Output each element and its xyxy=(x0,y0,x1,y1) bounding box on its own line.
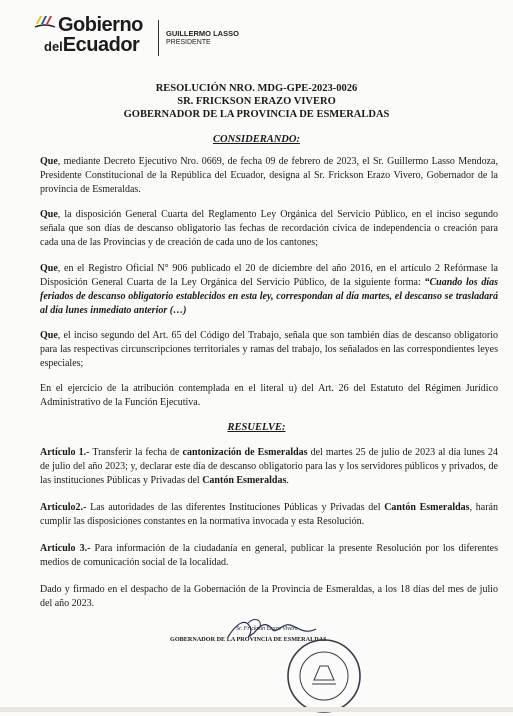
governor-role: GOBERNADOR DE LA PROVINCIA DE ESMERALDAS xyxy=(123,109,390,120)
paragraph-lead: Que xyxy=(40,263,58,274)
paragraph-que-2 xyxy=(40,208,498,250)
paragraph-que-4 xyxy=(40,329,498,371)
logo-text-del: del xyxy=(44,39,63,54)
paragraph-text: , la disposición General Cuarta del Reglamento Ley Orgánica del Servicio Público, en el inciso segundo señala que son días de descanso obligatorio las fechas de recordación cívica de independencia o creación para cada una de las Provincias y de creación de cada uno de los cantones; xyxy=(40,209,498,248)
article-text: Transferir la fecha de xyxy=(89,447,183,458)
signatory-name: Sr. Frickson Erazo Vivero xyxy=(236,626,298,632)
article-lead: Articulo 3.- xyxy=(40,543,91,554)
signatory-role: GOBERNADOR DE LA PROVINCIA DE ESMERALDAS xyxy=(170,636,327,643)
article-text: . xyxy=(286,475,289,486)
paragraph-text: , el inciso segundo del Art. 65 del Código del Trabajo, señala que son también días de descanso obligatorio para las respectivas circunscripciones territoriales y ramas del trabajo, los señalados en las correspondientes leyes especiales; xyxy=(40,330,498,369)
article-text: Para información de la ciudadanía en general, publicar la presente Resolución por los diferentes medios de comunicación social de la localidad. xyxy=(40,543,498,568)
president-name: GUILLERMO LASSO xyxy=(166,29,239,38)
paragraph-lead: Que xyxy=(40,209,58,220)
header-divider xyxy=(158,20,159,56)
president-title: PRESIDENTE xyxy=(166,39,211,46)
paragraph-text: , mediante Decreto Ejecutivo Nro. 0669, de fecha 09 de febrero de 2023, el Sr. Guillermo Lasso Mendoza, Presidente Constitucional de la República del Ecuador, designa al Sr. Frickson Erazo Vivero, Gobernador de la provincia de Esmeraldas. xyxy=(40,156,498,195)
article-bold: Cantón Esmeraldas xyxy=(384,502,470,513)
article-text: Las autoridades de las diferentes Instituciones Públicas y Privadas del xyxy=(86,502,385,513)
gobierno-logo-icon xyxy=(34,14,56,30)
article-text: , harán cumplir las disposiciones constantes en la normativa invocada y esta Resolución. xyxy=(40,502,498,527)
paragraph-text: , en el Registro Oficial N° 906 publicado el 20 de diciembre del año 2016, en el artículo 2 Refórmase la Disposición General Cuarta de la Ley Orgánica del Servicio Público, de la siguiente forma: xyxy=(40,263,498,288)
closing-paragraph: Dado y firmado en el despacho de la Gobernación de la Provincia de Esmeraldas, a los 18 días del mes de julio del año 2023. xyxy=(40,584,498,609)
article-bold: cantonización de Esmeraldas xyxy=(182,447,308,458)
logo-text-ecuador-word: Ecuador xyxy=(62,34,140,56)
article-lead: Articulo2.- xyxy=(40,502,87,513)
article-2 xyxy=(40,501,498,529)
governor-name: SR. FRICKSON ERAZO VIVERO xyxy=(177,96,336,107)
logo-text-gobierno: Gobierno xyxy=(58,14,143,36)
paragraph-que-1 xyxy=(40,155,498,197)
article-text: del martes 25 de julio de 2023 al día lunes 24 de julio del año 2023; y, declarar este día de descanso obligatorio para las y los servidores públicos y privados, de las instituciones Públicas y Privadas del xyxy=(40,447,498,486)
resolution-number: RESOLUCIÓN NRO. MDG-GPE-2023-0026 xyxy=(155,83,358,94)
article-bold: Cantón Esmeraldas xyxy=(202,475,287,486)
article-lead: Artículo 1.- xyxy=(40,447,90,458)
paragraph-quote: “Cuando los días feriados de descanso obligatorio establecidos en esta ley, correspondan al día martes, el descanso se trasladará al día lunes inmediato anterior (…) xyxy=(40,277,498,316)
paragraph-lead: Que xyxy=(40,156,58,167)
page-footer-strip xyxy=(0,704,513,712)
document-header xyxy=(30,12,290,62)
paragraph-ejercicio: En el ejercicio de la atribución contemplada en el literal u) del Art. 26 del Estatuto del Régimen Jurídico Administrativo de la Función Ejecutiva. xyxy=(40,383,498,408)
logo-text-ecuador xyxy=(44,34,139,58)
paragraph-que-3 xyxy=(40,262,498,318)
paragraph-lead: Que xyxy=(40,330,58,341)
resuelve-heading: RESUELVE: xyxy=(227,422,286,433)
considerando-heading: CONSIDERANDO: xyxy=(213,134,300,145)
resolution-title xyxy=(0,82,513,121)
article-3 xyxy=(40,542,498,570)
article-1 xyxy=(40,446,498,488)
